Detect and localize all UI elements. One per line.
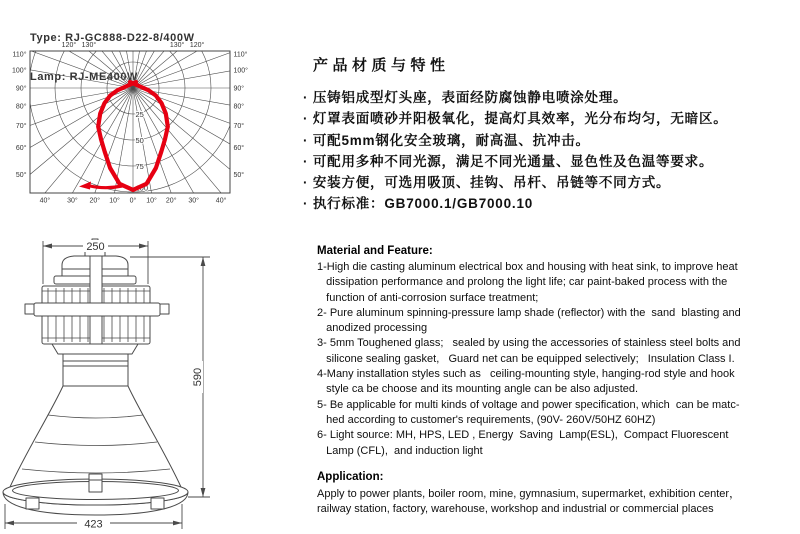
feature-bullet-cn: · 压铸铝成型灯头座，表面经防腐蚀静电喷涂处理。 bbox=[303, 90, 628, 105]
page-title: 产品材质与特性 bbox=[313, 57, 450, 74]
lamp-box-flange bbox=[52, 344, 138, 354]
material-feature-line: 4-Many installation styles such as ceiling-mounting style, hanging-rod style and hook bbox=[317, 368, 735, 381]
svg-text:25: 25 bbox=[135, 110, 144, 119]
material-feature-line: Lamp (CFL), and induction light bbox=[317, 444, 483, 457]
material-feature-line: hed according to customer's requirements, (90V- 260V/50HZ 60HZ) bbox=[317, 413, 656, 426]
material-feature-line: 5- Be applicable for multi kinds of voltage and power specification, which can be matc- bbox=[317, 398, 740, 411]
material-feature-line: anodized processing bbox=[317, 322, 428, 335]
lamp-band-handle-right bbox=[160, 304, 169, 314]
dim-bottom-width-label: 423 bbox=[84, 518, 103, 531]
material-feature-line: 6- Light source: MH, HPS, LED , Energy Saving Lamp(ESL), Compact Fluorescent bbox=[317, 429, 729, 442]
application-line: railway station, factory, warehouse, workshop and industrial or commercial places bbox=[317, 503, 714, 515]
candela-curve-arrow-tail bbox=[88, 186, 122, 188]
svg-text:70°: 70° bbox=[233, 122, 245, 130]
application-line: Apply to power plants, boiler room, mine, gymnasium, supermarket, exhibition center， bbox=[317, 488, 741, 500]
svg-text:70°: 70° bbox=[15, 122, 27, 130]
model-type-line: Type: RJ-GC888-D22-8/400W bbox=[30, 32, 195, 44]
svg-text:40°: 40° bbox=[39, 197, 51, 205]
material-feature-line: dissipation performance and prolong the light life; car paint-baked process with the bbox=[317, 276, 728, 289]
svg-text:20°: 20° bbox=[165, 197, 177, 205]
svg-text:110°: 110° bbox=[233, 51, 248, 59]
lamp-rim-clip-left bbox=[26, 498, 39, 509]
feature-bullet-cn: · 灯罩表面喷砂并阳极氧化，提高灯具效率，光分布均匀，无暗区。 bbox=[303, 111, 728, 127]
lamp-guard-strap bbox=[90, 256, 102, 348]
feature-bullets-cn bbox=[303, 87, 728, 215]
lamp-reflector-cone bbox=[10, 386, 181, 487]
feature-bullet-cn: · 安装方便，可选用吸顶、挂钩、吊杆、吊链等不同方式。 bbox=[303, 175, 671, 191]
svg-text:75: 75 bbox=[135, 162, 144, 171]
feature-bullet-cn: · 可配5mm钢化安全玻璃，耐高温、抗冲击。 bbox=[303, 132, 590, 148]
svg-text:80°: 80° bbox=[233, 103, 245, 111]
lamp-rim-clip-center bbox=[89, 474, 102, 492]
svg-text:50°: 50° bbox=[15, 171, 27, 179]
svg-text:10°: 10° bbox=[146, 197, 157, 205]
svg-text:130°: 130° bbox=[81, 42, 97, 49]
svg-text:90°: 90° bbox=[233, 85, 245, 93]
svg-text:60°: 60° bbox=[15, 144, 27, 152]
application-text bbox=[317, 487, 740, 517]
svg-text:130°: 130° bbox=[169, 42, 185, 49]
svg-text:30°: 30° bbox=[188, 197, 199, 205]
svg-text:120°: 120° bbox=[189, 42, 205, 49]
svg-text:0°: 0° bbox=[129, 197, 137, 205]
svg-text:100°: 100° bbox=[12, 67, 27, 75]
svg-text:50: 50 bbox=[135, 136, 144, 145]
svg-text:80°: 80° bbox=[15, 103, 27, 111]
svg-text:90°: 90° bbox=[15, 85, 27, 93]
material-feature-line: 3- 5mm Toughened glass; sealed by using the accessories of stainless steel bolts and bbox=[317, 337, 741, 350]
lamp-neck bbox=[63, 354, 128, 386]
svg-text:20°: 20° bbox=[89, 197, 101, 205]
dim-height-label: 590 bbox=[192, 367, 204, 387]
candela-curve-arrowhead bbox=[79, 182, 91, 190]
svg-text:110°: 110° bbox=[12, 51, 27, 59]
polar-angle-labels bbox=[12, 41, 248, 205]
model-lamp-line: Lamp: RJ-ME400W bbox=[30, 71, 139, 83]
polar-grid bbox=[10, 38, 260, 208]
material-feature-text bbox=[317, 260, 741, 459]
application-heading: Application: bbox=[317, 471, 384, 483]
svg-text:120°: 120° bbox=[61, 42, 77, 49]
feature-bullet-cn: · 执行标准：GB7000.1/GB7000.10 bbox=[303, 196, 534, 212]
photometric-polar-diagram bbox=[10, 38, 260, 208]
feature-bullet-cn: · 可配用多种不同光源，满足不同光通量、显色性及色温等要求。 bbox=[303, 153, 714, 169]
material-feature-line: style ca be choose and its mounting angle can be also adjusted. bbox=[317, 383, 639, 396]
material-feature-line: function of anti-corrosion surface treatment; bbox=[317, 291, 539, 304]
material-feature-line: 1-High die casting aluminum electrical box and housing with heat sink, to improve heat bbox=[317, 261, 738, 273]
svg-text:100°: 100° bbox=[233, 67, 248, 75]
lamp-band-handle-left bbox=[25, 304, 34, 314]
lamp-clamp-band bbox=[34, 303, 160, 316]
material-feature-line: 2- Pure aluminum spinning-pressure lamp shade (reflector) with the sand blasting and bbox=[317, 306, 741, 319]
lamp-rim-clip-right bbox=[151, 498, 164, 509]
lamp-technical-drawing bbox=[0, 238, 310, 534]
dim-top-width-label: 250 bbox=[86, 241, 105, 253]
svg-text:40°: 40° bbox=[215, 197, 227, 205]
material-heading: Material and Feature: bbox=[317, 245, 433, 257]
svg-text:100: 100 bbox=[135, 183, 149, 193]
svg-text:50°: 50° bbox=[233, 171, 245, 179]
svg-text:60°: 60° bbox=[233, 144, 245, 152]
svg-text:30°: 30° bbox=[67, 197, 78, 205]
svg-text:10°: 10° bbox=[109, 197, 120, 205]
material-feature-line: silicone sealing gasket, Guard net can be equipped selectively; Insulation Class I. bbox=[317, 352, 735, 365]
